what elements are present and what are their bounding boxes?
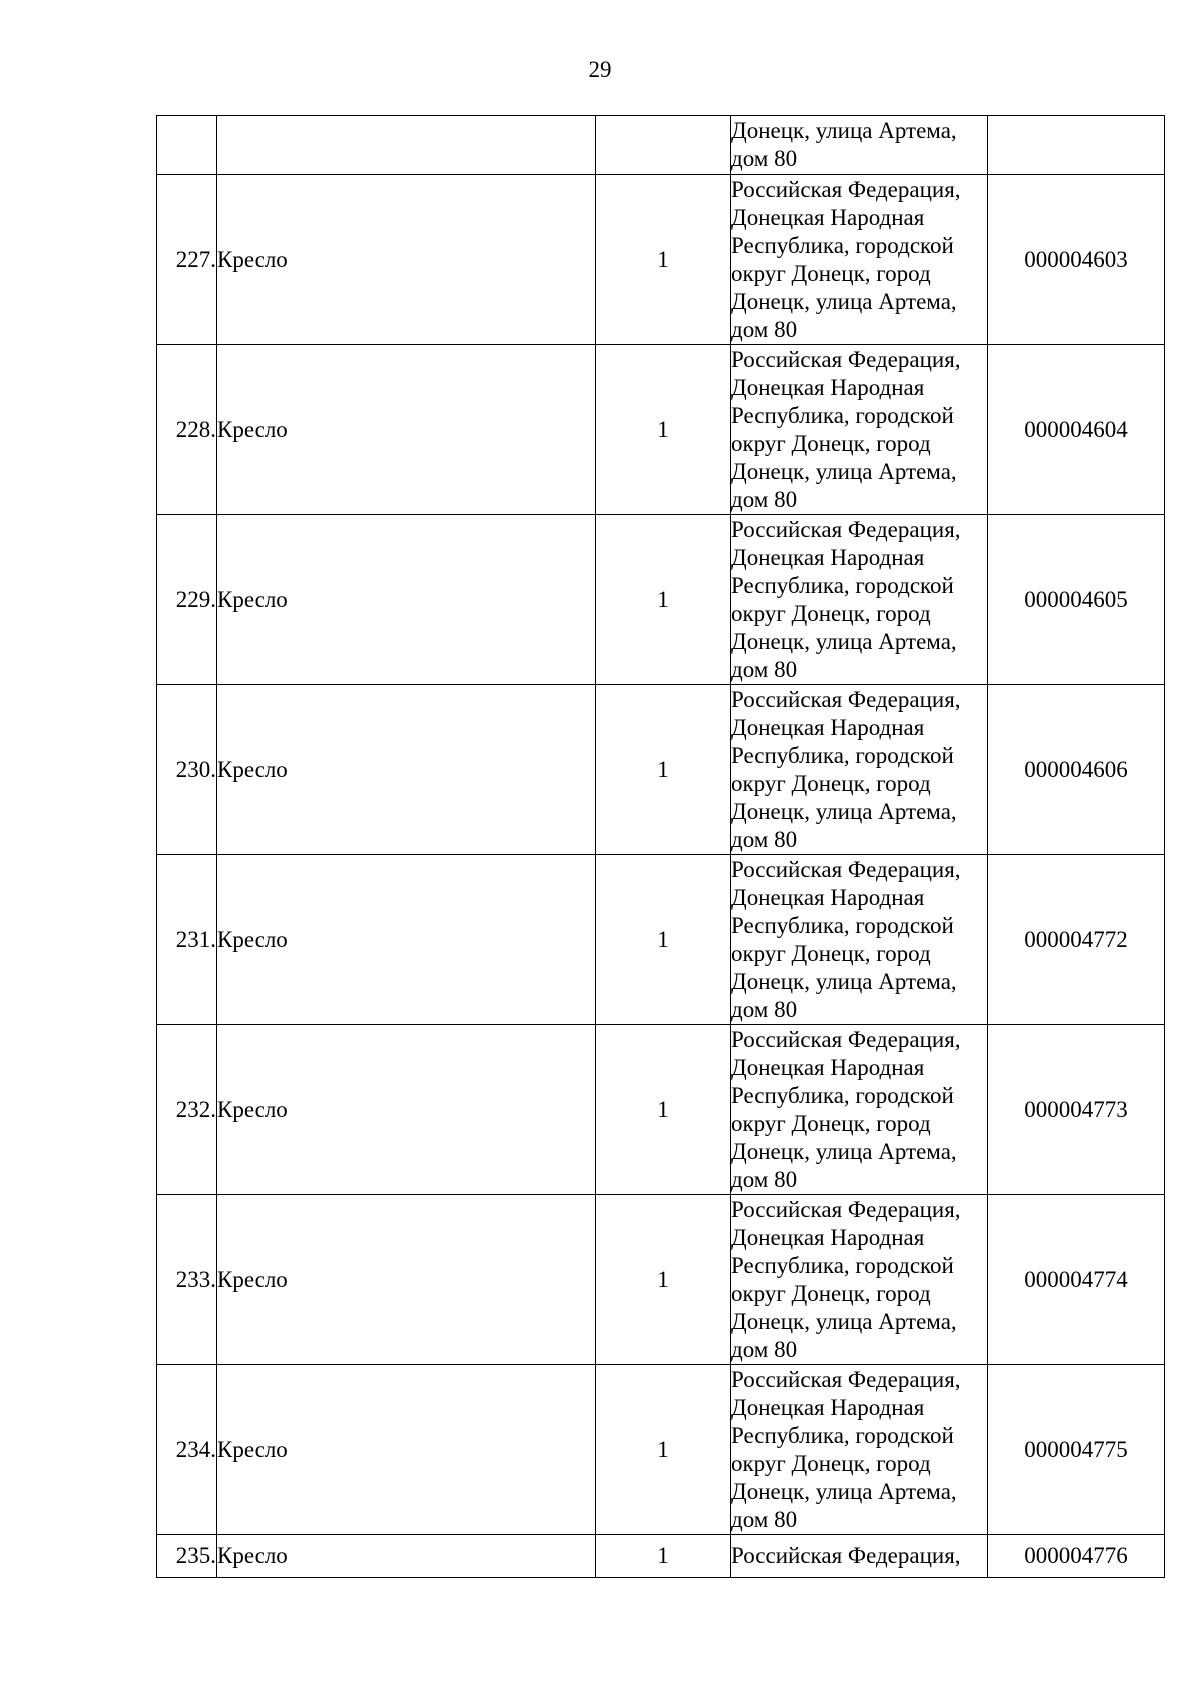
address-line: Республика, городской: [731, 912, 954, 938]
cell-number: 231.: [157, 855, 217, 1025]
cell-number: 234.: [157, 1365, 217, 1535]
cell-quantity: 1: [596, 1535, 731, 1578]
address-line: Российская Федерация,: [731, 686, 961, 712]
cell-inventory-code: 000004603: [988, 175, 1165, 345]
address-line: округ Донецк, город: [731, 770, 931, 796]
address-line: округ Донецк, город: [731, 260, 931, 286]
address-line: Российская Федерация,: [731, 516, 961, 542]
cell-quantity: 1: [596, 855, 731, 1025]
address-line: Республика, городской: [731, 1082, 954, 1108]
address-line: дом 80: [731, 1506, 798, 1532]
table-row: [157, 1195, 1165, 1365]
address-line: Донецкая Народная: [731, 204, 925, 230]
cell-name: [217, 116, 596, 175]
address-line: Донецк, улица Артема,: [731, 1478, 957, 1504]
address-line: Донецк, улица Артема,: [731, 118, 957, 143]
address-line: Республика, городской: [731, 572, 954, 598]
cell-quantity: 1: [596, 345, 731, 515]
address-line: Российская Федерация,: [731, 1196, 961, 1222]
address-line: Республика, городской: [731, 232, 954, 258]
cell-inventory-code: 000004605: [988, 515, 1165, 685]
cell-name: Кресло: [217, 685, 596, 855]
cell-name: Кресло: [217, 345, 596, 515]
address-line: Донецк, улица Артема,: [731, 288, 957, 314]
address-line: Донецкая Народная: [731, 1054, 925, 1080]
table-row: [157, 855, 1165, 1025]
address-line: Донецк, улица Артема,: [731, 628, 957, 654]
address-line: округ Донецк, город: [731, 600, 931, 626]
table-row: [157, 345, 1165, 515]
inventory-table-body: [157, 116, 1165, 1578]
cell-address: [731, 1365, 988, 1535]
address-line: Донецк, улица Артема,: [731, 1138, 957, 1164]
cell-name: Кресло: [217, 855, 596, 1025]
cell-inventory-code: 000004772: [988, 855, 1165, 1025]
address-line: дом 80: [731, 316, 798, 342]
cell-address: [731, 685, 988, 855]
cell-address: [731, 175, 988, 345]
cell-name: Кресло: [217, 1195, 596, 1365]
address-line: Российская Федерация,: [731, 1543, 961, 1568]
address-line: Российская Федерация,: [731, 1366, 961, 1392]
cell-address: [731, 116, 988, 175]
address-line: дом 80: [731, 656, 798, 682]
cell-inventory-code: 000004773: [988, 1025, 1165, 1195]
address-line: Республика, городской: [731, 402, 954, 428]
address-line: дом 80: [731, 486, 798, 512]
cell-number: 229.: [157, 515, 217, 685]
table-row: [157, 175, 1165, 345]
address-line: Российская Федерация,: [731, 346, 961, 372]
cell-address: [731, 515, 988, 685]
address-line: Донецкая Народная: [731, 714, 925, 740]
cell-name: Кресло: [217, 515, 596, 685]
address-line: Республика, городской: [731, 1422, 954, 1448]
address-line: Донецкая Народная: [731, 374, 925, 400]
address-line: дом 80: [731, 146, 798, 171]
cell-number: 232.: [157, 1025, 217, 1195]
cell-number: 233.: [157, 1195, 217, 1365]
cell-address: [731, 1535, 988, 1578]
address-line: округ Донецк, город: [731, 1110, 931, 1136]
cell-address: [731, 1195, 988, 1365]
table-row: [157, 685, 1165, 855]
table-row: [157, 1025, 1165, 1195]
cell-quantity: 1: [596, 1025, 731, 1195]
cell-address: [731, 1025, 988, 1195]
table-row-continuation: [157, 116, 1165, 175]
cell-name: Кресло: [217, 1025, 596, 1195]
address-line: Донецк, улица Артема,: [731, 458, 957, 484]
table-row: [157, 515, 1165, 685]
address-line: дом 80: [731, 826, 798, 852]
address-line: Донецк, улица Артема,: [731, 798, 957, 824]
cell-number: 235.: [157, 1535, 217, 1578]
table-row: [157, 1535, 1165, 1578]
cell-inventory-code: 000004774: [988, 1195, 1165, 1365]
cell-quantity: 1: [596, 685, 731, 855]
cell-inventory-code: 000004604: [988, 345, 1165, 515]
cell-quantity: 1: [596, 175, 731, 345]
cell-quantity: 1: [596, 1195, 731, 1365]
address-line: Республика, городской: [731, 1252, 954, 1278]
cell-inventory-code: [988, 116, 1165, 175]
address-line: Донецк, улица Артема,: [731, 1308, 957, 1334]
cell-quantity: 1: [596, 515, 731, 685]
address-line: Донецкая Народная: [731, 884, 925, 910]
address-line: Республика, городской: [731, 742, 954, 768]
cell-address: [731, 855, 988, 1025]
address-line: Донецк, улица Артема,: [731, 968, 957, 994]
address-line: Донецкая Народная: [731, 1224, 925, 1250]
address-line: Российская Федерация,: [731, 856, 961, 882]
address-line: округ Донецк, город: [731, 430, 931, 456]
cell-quantity: 1: [596, 1365, 731, 1535]
cell-quantity: [596, 116, 731, 175]
address-line: округ Донецк, город: [731, 940, 931, 966]
cell-address: [731, 345, 988, 515]
cell-name: Кресло: [217, 1535, 596, 1578]
address-line: Российская Федерация,: [731, 1026, 961, 1052]
address-line: дом 80: [731, 1166, 798, 1192]
address-line: Донецкая Народная: [731, 1394, 925, 1420]
cell-number: [157, 116, 217, 175]
page-number: 29: [588, 57, 612, 82]
cell-number: 230.: [157, 685, 217, 855]
address-line: округ Донецк, город: [731, 1280, 931, 1306]
cell-number: 228.: [157, 345, 217, 515]
cell-name: Кресло: [217, 1365, 596, 1535]
cell-inventory-code: 000004775: [988, 1365, 1165, 1535]
table-row: [157, 1365, 1165, 1535]
inventory-table: [156, 115, 1165, 1578]
address-line: Российская Федерация,: [731, 176, 961, 202]
address-line: округ Донецк, город: [731, 1450, 931, 1476]
cell-inventory-code: 000004776: [988, 1535, 1165, 1578]
address-line: дом 80: [731, 1336, 798, 1362]
cell-inventory-code: 000004606: [988, 685, 1165, 855]
cell-number: 227.: [157, 175, 217, 345]
address-line: дом 80: [731, 996, 798, 1022]
cell-name: Кресло: [217, 175, 596, 345]
address-line: Донецкая Народная: [731, 544, 925, 570]
